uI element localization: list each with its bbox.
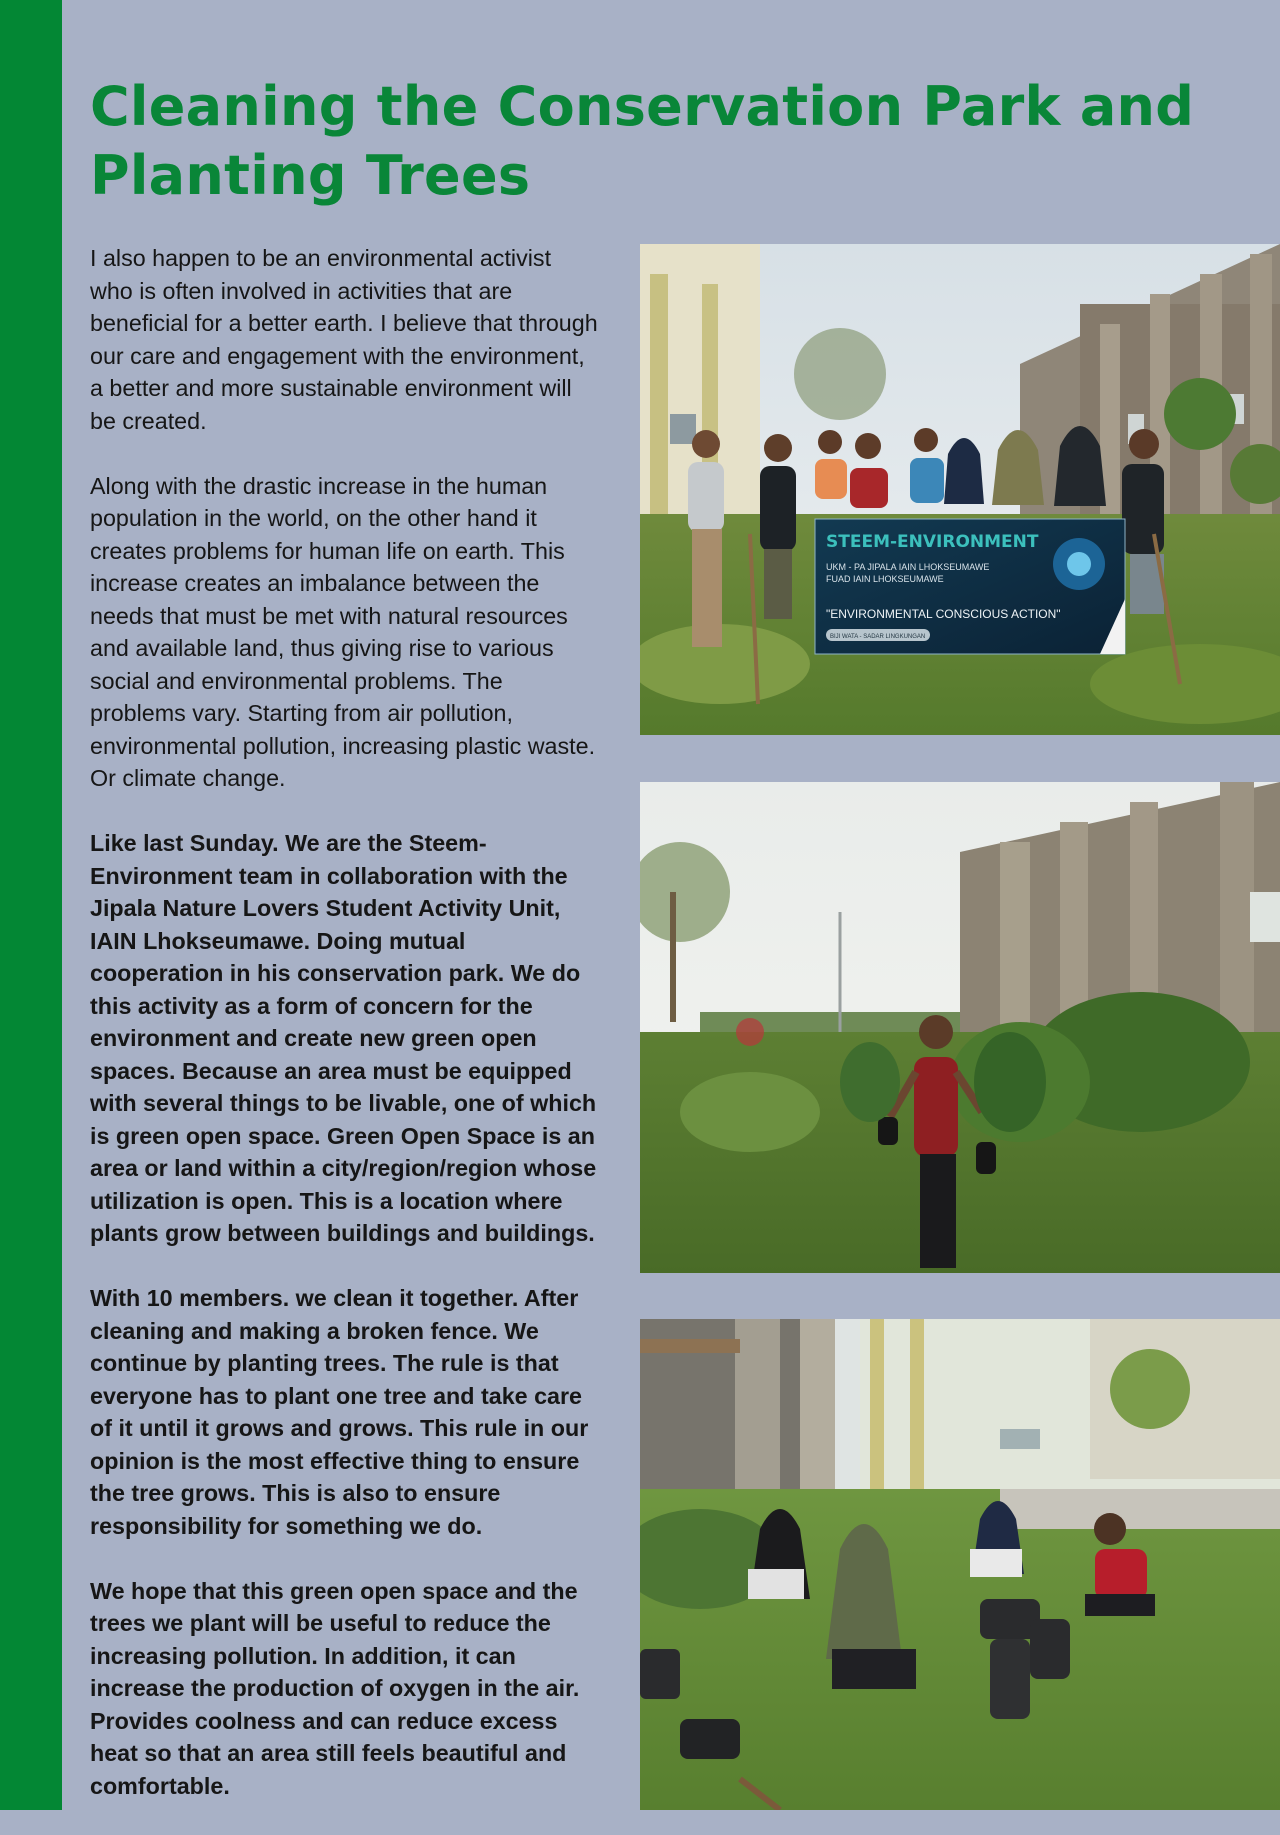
photo-man-with-seedlings <box>640 782 1280 1273</box>
paragraph-population: Along with the drastic increase in the human population in the world, on the other hand it creates problems for human life on earth. This increase creates an imbalance between the needs that must be met with natural resources and available land, thus giving rise to various social and environmental problems. The problems vary. Starting from air pollution, environmental pollution, increasing plastic waste. Or climate change. <box>90 472 596 791</box>
banner-line-2: FUAD IAIN LHOKSEUMAWE <box>826 574 944 584</box>
banner-slogan: "ENVIRONMENTAL CONSCIOUS ACTION" <box>826 607 1061 621</box>
banner-line-1: UKM - PA JIPALA IAIN LHOKSEUMAWE <box>826 562 990 572</box>
paragraph-activity: Like last Sunday. We are the Steem-Environment team in collaboration with the Jipala Nature Lovers Student Activity Unit, IAIN Lhokseumawe. Doing mutual cooperation in his conservation park. We do this activity as a form of concern for the environment and create new green open spaces. Because an area must be equipped with several things to be livable, one of which is green open space. Green Open Space is an area or land within a city/region/region whose utilization is open. This is a location where plants grow between buildings and buildings. <box>90 830 597 1246</box>
article-body <box>90 242 600 1835</box>
photo-people-planting <box>640 1319 1280 1810</box>
paragraph-hope: We hope that this green open space and the trees we plant will be useful to reduce the increasing pollution. In addition, it can increase the production of oxygen in the air. Provides coolness and can reduce excess heat so that an area still feels beautiful and comfortable. <box>90 1577 580 1799</box>
photo-group-with-banner <box>640 244 1280 735</box>
paragraph-intro: I also happen to be an environmental activist who is often involved in activities that are beneficial for a better earth. I believe that through our care and engagement with the environment, a better and more sustainable environment will be created. <box>90 245 598 434</box>
left-accent-bar <box>0 0 62 1810</box>
page-title: Cleaning the Conservation Park and Planting Trees <box>90 75 1195 207</box>
banner-title: STEEM-ENVIRONMENT <box>826 532 1039 552</box>
banner-footer: BIJI WATA - SADAR LINGKUNGAN <box>830 634 926 640</box>
paragraph-cleaning: With 10 members. we clean it together. After cleaning and making a broken fence. We continue by planting trees. The rule is that everyone has to plant one tree and take care of it until it grows and grows. This rule in our opinion is the most effective thing to ensure the tree grows. This is also to ensure responsibility for something we do. <box>90 1285 589 1539</box>
